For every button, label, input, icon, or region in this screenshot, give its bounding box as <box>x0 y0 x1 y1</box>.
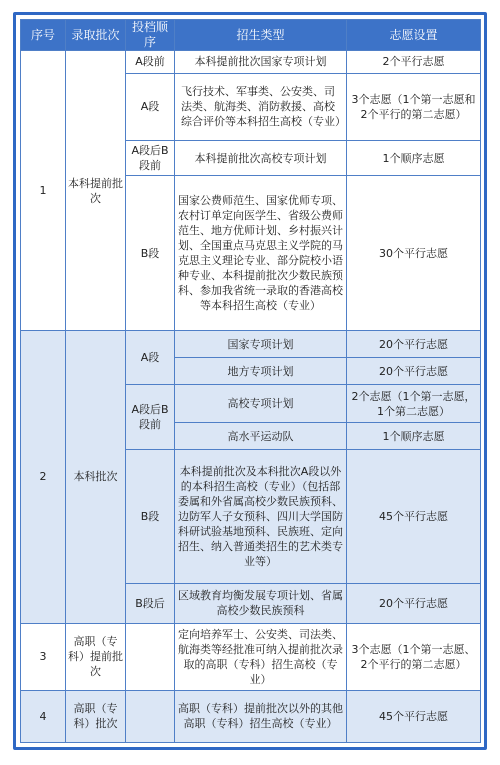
wish-cell: 2个平行志愿 <box>347 51 481 74</box>
table-row <box>21 51 481 74</box>
header-row <box>21 20 481 51</box>
table-row <box>21 623 481 690</box>
header-no: 序号 <box>21 20 66 51</box>
batch-cell: 本科批次 <box>66 331 126 624</box>
wish-cell: 3个志愿（1个第一志愿和2个平行的第二志愿） <box>347 73 481 140</box>
batch-cell: 高职（专科）批次 <box>66 690 126 742</box>
type-cell: 本科提前批次高校专项计划 <box>175 140 347 176</box>
wish-cell: 30个平行志愿 <box>347 176 481 331</box>
wish-cell: 1个顺序志愿 <box>347 140 481 176</box>
row-number: 3 <box>21 623 66 690</box>
order-cell: B段 <box>126 450 175 584</box>
wish-cell: 45个平行志愿 <box>347 450 481 584</box>
type-cell: 定向培养军士、公安类、司法类、航海类等经批准可纳入提前批次录取的高职（专科）招生高校（专业） <box>175 623 347 690</box>
row-number: 4 <box>21 690 66 742</box>
header-type: 招生类型 <box>175 20 347 51</box>
order-cell: B段后 <box>126 584 175 624</box>
header-wish: 志愿设置 <box>347 20 481 51</box>
type-cell: 区域教育均衡发展专项计划、省属高校少数民族预科 <box>175 584 347 624</box>
type-cell: 飞行技术、军事类、公安类、司法类、航海类、消防救援、高校综合评价等本科招生高校（专业） <box>175 73 347 140</box>
header-batch: 录取批次 <box>66 20 126 51</box>
wish-cell: 20个平行志愿 <box>347 331 481 358</box>
order-cell <box>126 690 175 742</box>
order-cell <box>126 623 175 690</box>
row-number: 2 <box>21 331 66 624</box>
type-cell: 国家公费师范生、国家优师专项、农村订单定向医学生、省级公费师范生、地方优师计划、乡村振兴计划、全国重点马克思主义学院的马克思主义理论专业、部分院校小语种专业、本科提前批次少数民族预科、参加我省统一录取的香港高校等本科招生高校（专业） <box>175 176 347 331</box>
table-row <box>21 690 481 742</box>
type-cell: 高校专项计划 <box>175 385 347 423</box>
wish-cell: 20个平行志愿 <box>347 358 481 385</box>
admission-table <box>20 19 481 743</box>
type-cell: 国家专项计划 <box>175 331 347 358</box>
type-cell: 高水平运动队 <box>175 423 347 450</box>
wish-cell: 45个平行志愿 <box>347 690 481 742</box>
order-cell: A段 <box>126 73 175 140</box>
wish-cell: 3个志愿（1个第一志愿、2个平行的第二志愿） <box>347 623 481 690</box>
type-cell: 本科提前批次及本科批次A段以外的本科招生高校（专业）（包括部委属和外省属高校少数民族预科、边防军人子女预科、四川大学国防科研试验基地预科、民族班、定向招生、纳入普通类招生的艺术类专业等） <box>175 450 347 584</box>
header-order: 投档顺序 <box>126 20 175 51</box>
wish-cell: 20个平行志愿 <box>347 584 481 624</box>
order-cell: A段前 <box>126 51 175 74</box>
order-cell: B段 <box>126 176 175 331</box>
type-cell: 地方专项计划 <box>175 358 347 385</box>
wish-cell: 1个顺序志愿 <box>347 423 481 450</box>
type-cell: 本科提前批次国家专项计划 <box>175 51 347 74</box>
batch-cell: 本科提前批次 <box>66 51 126 331</box>
table-row <box>21 331 481 358</box>
wish-cell: 2个志愿（1个第一志愿，1个第二志愿） <box>347 385 481 423</box>
batch-cell: 高职（专科）提前批次 <box>66 623 126 690</box>
order-cell: A段后B段前 <box>126 385 175 450</box>
row-number: 1 <box>21 51 66 331</box>
order-cell: A段后B段前 <box>126 140 175 176</box>
type-cell: 高职（专科）提前批次以外的其他高职（专科）招生高校（专业） <box>175 690 347 742</box>
order-cell: A段 <box>126 331 175 385</box>
table-frame <box>13 12 487 750</box>
